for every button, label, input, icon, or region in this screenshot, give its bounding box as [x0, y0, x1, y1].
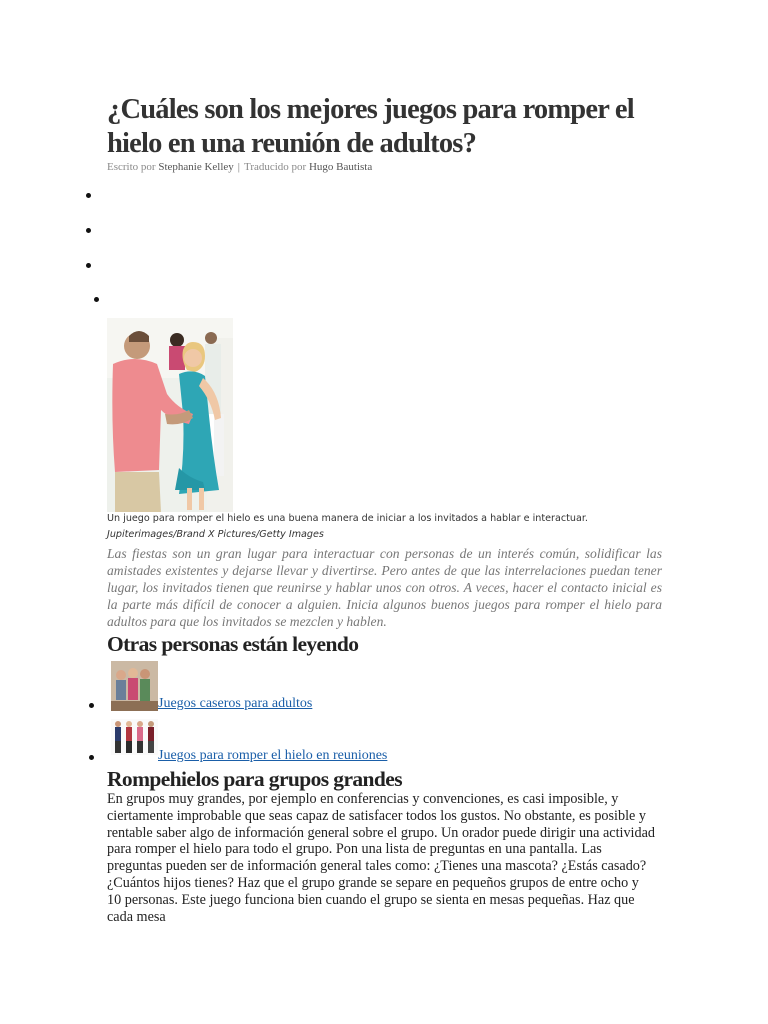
article-title: ¿Cuáles son los mejores juegos para romper el hielo en una reunión de adultos? [107, 94, 634, 159]
party-dancers-illustration [107, 318, 233, 512]
share-bullet [86, 228, 91, 233]
image-credit: Jupiterimages/Brand X Pictures/Getty Images [107, 529, 324, 540]
section-heading-large-groups: Rompehielos para grupos grandes [107, 767, 402, 791]
group-photo-thumbnail-icon [111, 661, 158, 711]
translated-by-label: Traducido por [243, 161, 307, 173]
list-bullet [89, 703, 94, 708]
written-by-label: Escrito por [107, 161, 156, 173]
image-caption: Un juego para romper el hielo es una buena manera de iniciar a los invitados a hablar e interactuar. [107, 513, 588, 524]
article-intro: Las fiestas son un gran lugar para interactuar con personas de un interés común, solidificar las amistades existentes y dejarse llevar y divertirse. Pero antes de que las interrelaciones puedan tener lugar, los invitados tienen que reunirse y hablar unos con otros. A veces, hacer el contacto inicial es la parte más difícil de conocer a alguien. Inicia algunos buenos juegos para romper el hielo para adultos para que los invitados se mezclen y hablen. [107, 546, 662, 629]
byline-separator: | [237, 161, 240, 173]
translator-name[interactable]: Hugo Bautista [308, 161, 373, 173]
related-thumbnail[interactable] [111, 661, 158, 711]
section-body-text: En grupos muy grandes, por ejemplo en conferencias y convenciones, es casi imposible, y ciertamente improbable que seas capaz de satisfacer todos los gustos. No obstante, es posible y rentable saber algo de información general sobre el grupo. Un orador puede dirigir una actividad para romper el hielo para todo el grupo. Pon una lista de preguntas en una pantalla. Las preguntas pueden ser de información general tales como: ¿Tienes una mascota? ¿Estás casado? ¿Cuántos hijos tienes? Haz que el grupo grande se separe en pequeños grupos de entre ocho y 10 personas. Este juego funciona bien cuando el grupo se sienta en mesas pequeñas. Haz que cada mesa [107, 791, 655, 925]
related-thumbnail[interactable] [111, 719, 158, 755]
others-reading-heading: Otras personas están leyendo [107, 632, 359, 656]
share-bullet [94, 297, 99, 302]
share-bullet [86, 263, 91, 268]
byline [107, 161, 372, 173]
people-row-thumbnail-icon [111, 719, 158, 755]
related-link-romper-hielo-reuniones[interactable]: Juegos para romper el hielo en reuniones [158, 748, 388, 763]
related-link-juegos-caseros[interactable]: Juegos caseros para adultos [158, 696, 313, 711]
author-name[interactable]: Stephanie Kelley [158, 161, 234, 173]
article-photo [107, 318, 233, 512]
list-bullet [89, 755, 94, 760]
share-bullet [86, 193, 91, 198]
